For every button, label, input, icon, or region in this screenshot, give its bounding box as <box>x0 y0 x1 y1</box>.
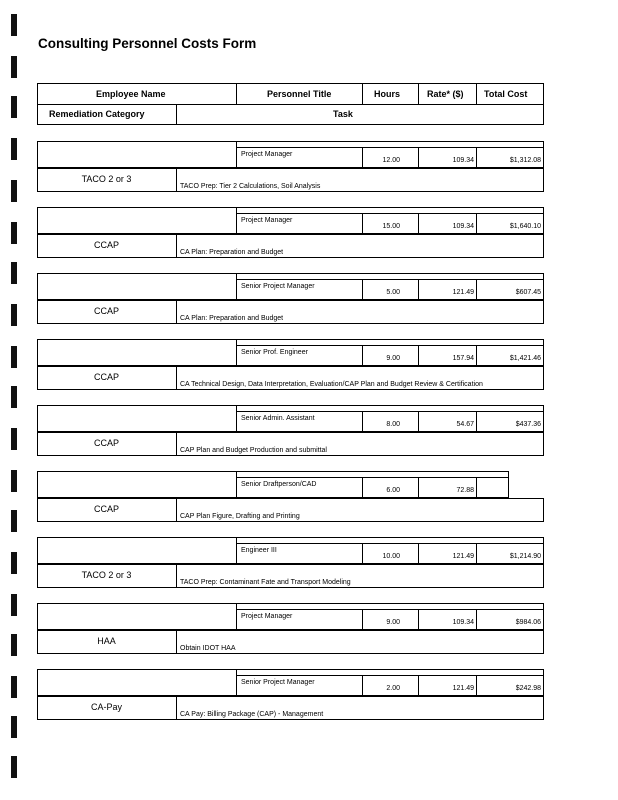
entry-hours: 5.00 <box>386 289 400 296</box>
entry-task: CA Technical Design, Data Interpretation, Evaluation/CAP Plan and Budget Review & Certification <box>180 381 483 388</box>
entry-hours: 2.00 <box>386 685 400 692</box>
punch-mark <box>11 346 17 368</box>
entry-task: CA Plan: Preparation and Budget <box>180 249 284 256</box>
form-title: Consulting Personnel Costs Form <box>38 36 257 51</box>
entry-rate: 54.67 <box>456 421 474 428</box>
entry-personnel-title: Senior Project Manager <box>241 283 315 290</box>
entry-task: TACO Prep: Contaminant Fate and Transport Modeling <box>180 579 351 586</box>
punch-mark <box>11 634 17 656</box>
entry-total-cost: $437.36 <box>515 421 541 428</box>
entry-rate: 109.34 <box>452 157 474 164</box>
punch-mark <box>11 14 17 36</box>
punch-mark <box>11 716 17 738</box>
entry-hours: 9.00 <box>386 619 400 626</box>
entry-remediation-category: TACO 2 or 3 <box>81 570 132 580</box>
header-employee-name: Employee Name <box>96 89 166 99</box>
entry-hours: 9.00 <box>386 355 400 362</box>
entry-total-cost: $1,421.46 <box>509 355 541 362</box>
entry-total-cost: $1,312.08 <box>509 157 541 164</box>
entry-remediation-category: CCAP <box>93 438 119 448</box>
header-personnel-title: Personnel Title <box>267 89 332 99</box>
entry-remediation-category: CCAP <box>93 240 119 250</box>
header-divider <box>37 104 544 105</box>
header-hours: Hours <box>374 89 401 99</box>
entry-hours: 8.00 <box>386 421 400 428</box>
entry-personnel-title: Senior Prof. Engineer <box>241 349 308 356</box>
entry-total-cost: $242.98 <box>515 685 541 692</box>
entry-remediation-category: CCAP <box>93 504 119 514</box>
entry-personnel-title: Senior Draftperson/CAD <box>241 481 317 488</box>
entry-total-cost: $1,214.90 <box>509 553 541 560</box>
punch-mark <box>11 222 17 244</box>
entry-rate: 121.49 <box>452 685 474 692</box>
entry-rate: 109.34 <box>452 223 474 230</box>
punch-mark <box>11 96 17 118</box>
punch-mark <box>11 262 17 284</box>
entry-hours: 10.00 <box>382 553 400 560</box>
entry-rate: 72.88 <box>456 487 474 494</box>
punch-mark <box>11 180 17 202</box>
entry-personnel-title: Project Manager <box>241 151 293 158</box>
punch-mark <box>11 676 17 698</box>
header-task: Task <box>333 109 353 119</box>
entry-task: TACO Prep: Tier 2 Calculations, Soil Analysis <box>180 183 321 190</box>
entry-personnel-title: Senior Project Manager <box>241 679 315 686</box>
punch-mark <box>11 428 17 450</box>
punch-mark <box>11 510 17 532</box>
entry-personnel-title: Project Manager <box>241 613 293 620</box>
header-rate: Rate* ($) <box>427 89 464 99</box>
entry-total-cost: $607.45 <box>515 289 541 296</box>
header-remediation-category: Remediation Category <box>49 109 145 119</box>
entry-remediation-category: CCAP <box>93 306 119 316</box>
entry-total-cost: $984.06 <box>515 619 541 626</box>
entry-hours: 15.00 <box>382 223 400 230</box>
entry-hours: 12.00 <box>382 157 400 164</box>
entry-hours: 6.00 <box>386 487 400 494</box>
punch-mark <box>11 304 17 326</box>
punch-mark <box>11 386 17 408</box>
entry-remediation-category: CA-Pay <box>90 702 122 712</box>
entry-rate: 157.94 <box>452 355 474 362</box>
entry-task: CAP Plan and Budget Production and submittal <box>180 447 327 454</box>
punch-mark <box>11 470 17 492</box>
entry-task: Obtain IDOT HAA <box>180 645 236 652</box>
punch-mark <box>11 756 17 778</box>
punch-mark <box>11 552 17 574</box>
entry-task: CA Plan: Preparation and Budget <box>180 315 284 322</box>
header-total-cost: Total Cost <box>484 89 528 99</box>
entry-remediation-category: HAA <box>97 636 116 646</box>
entry-remediation-category: CCAP <box>93 372 119 382</box>
entry-task: CA Pay: Billing Package (CAP) - Management <box>180 711 324 718</box>
entry-rate: 121.49 <box>452 553 474 560</box>
entry-total-cost: $1,640.10 <box>509 223 541 230</box>
punch-mark <box>11 56 17 78</box>
entry-personnel-title: Project Manager <box>241 217 293 224</box>
entry-rate: 121.49 <box>452 289 474 296</box>
entry-rate: 109.34 <box>452 619 474 626</box>
punch-mark <box>11 594 17 616</box>
entry-task: CAP Plan Figure, Drafting and Printing <box>180 513 300 520</box>
punch-mark <box>11 138 17 160</box>
entry-remediation-category: TACO 2 or 3 <box>81 174 132 184</box>
entry-personnel-title: Senior Admin. Assistant <box>241 415 315 422</box>
entry-personnel-title: Engineer III <box>241 547 277 554</box>
